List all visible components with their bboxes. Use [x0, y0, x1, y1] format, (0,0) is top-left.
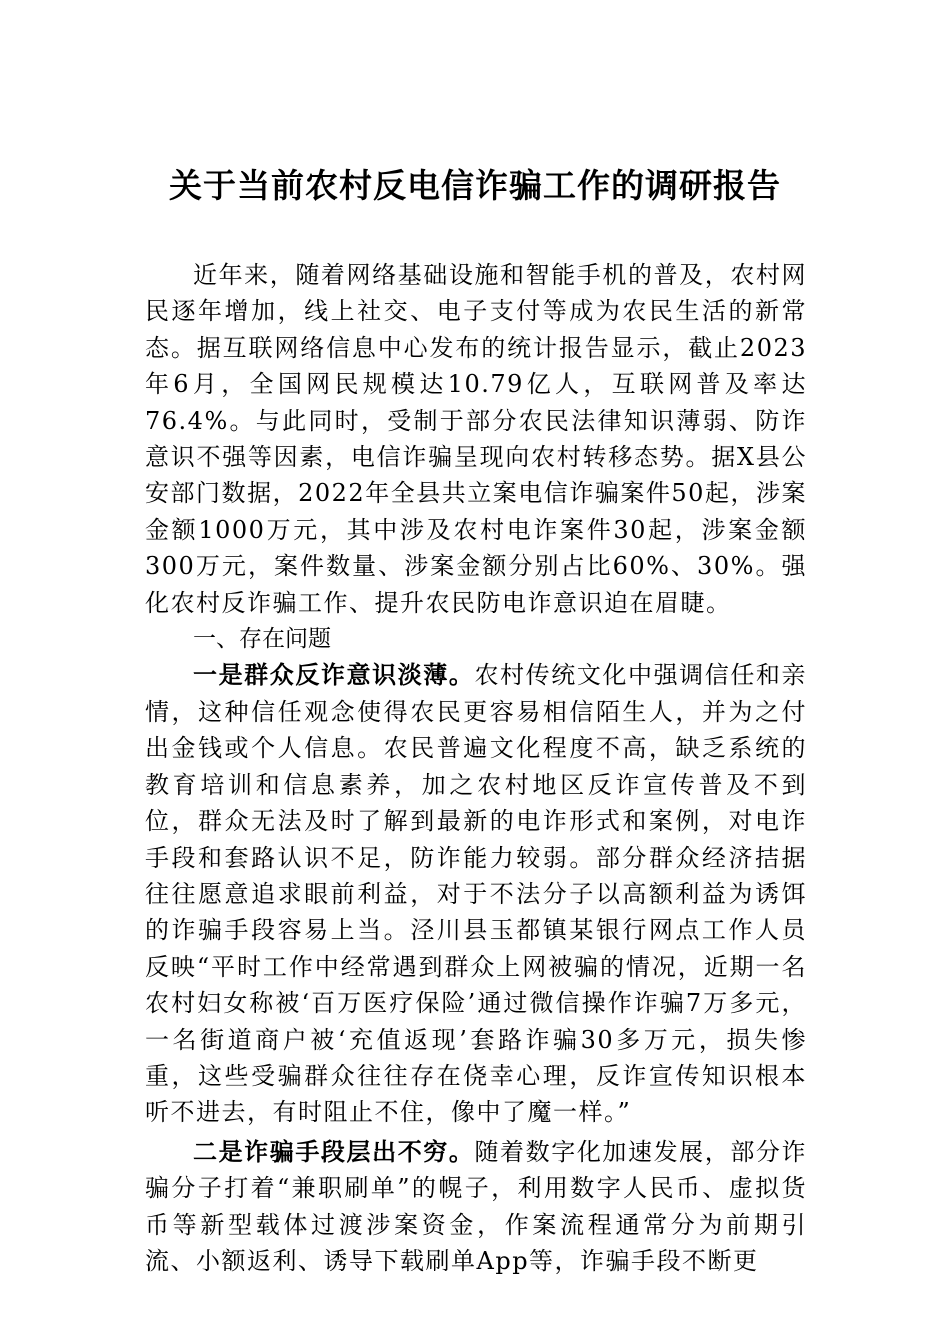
- document-title: 关于当前农村反电信诈骗工作的调研报告: [169, 166, 781, 205]
- document-body: [145, 257, 807, 1279]
- point-2-lead: 二是诈骗手段层出不穷。: [193, 1136, 475, 1166]
- point-1-text: 农村传统文化中强调信任和亲情，这种信任观念使得农民更容易相信陌生人，并为之付出金钱或个人信息。农民普遍文化程度不高，缺乏系统的教育培训和信息素养，加之农村地区反诈宣传普及不到位，群众无法及时了解到最新的电诈形式和案例，对电诈手段和套路认识不足，防诈能力较弱。部分群众经济拮据往往愿意追求眼前利益，对于不法分子以高额利益为诱饵的诈骗手段容易上当。泾川县玉都镇某银行网点工作人员反映“平时工作中经常遇到群众上网被骗的情况，近期一名农村妇女称被‘百万医疗保险’通过微信操作诈骗7万多元，一名街道商户被‘充值返现’套路诈骗30多万元，损失惨重，这些受骗群众往往存在侥幸心理，反诈宣传知识根本听不进去，有时阻止不住，像中了魔一样。”: [145, 661, 808, 1127]
- point-1-paragraph: [145, 657, 807, 1130]
- point-2-paragraph: [145, 1134, 807, 1280]
- point-1-lead: 一是群众反诈意识淡薄。: [193, 660, 475, 690]
- section-heading-problems: 一、存在问题: [193, 626, 331, 653]
- point-2-text: 随着数字化加速发展，部分诈骗分子打着“兼职刷单”的幌子，利用数字人民币、虚拟货币等新型载体过渡涉案资金，作案流程通常分为前期引流、小额返利、诱导下载刷单App等，诈骗手段不断更: [145, 1137, 808, 1275]
- intro-paragraph: 近年来，随着网络基础设施和智能手机的普及，农村网民逐年增加，线上社交、电子支付等成为农民生活的新常态。据互联网络信息中心发布的统计报告显示，截止2023年6月，全国网民规模达10.79亿人，互联网普及率达76.4%。与此同时，受制于部分农民法律知识薄弱、防诈意识不强等因素，电信诈骗呈现向农村转移态势。据X县公安部门数据，2022年全县共立案电信诈骗案件50起，涉案金额1000万元，其中涉及农村电诈案件30起，涉案金额300万元，案件数量、涉案金额分别占比60%、30%。强化农村反诈骗工作、提升农民防电诈意识迫在眉睫。: [145, 261, 807, 617]
